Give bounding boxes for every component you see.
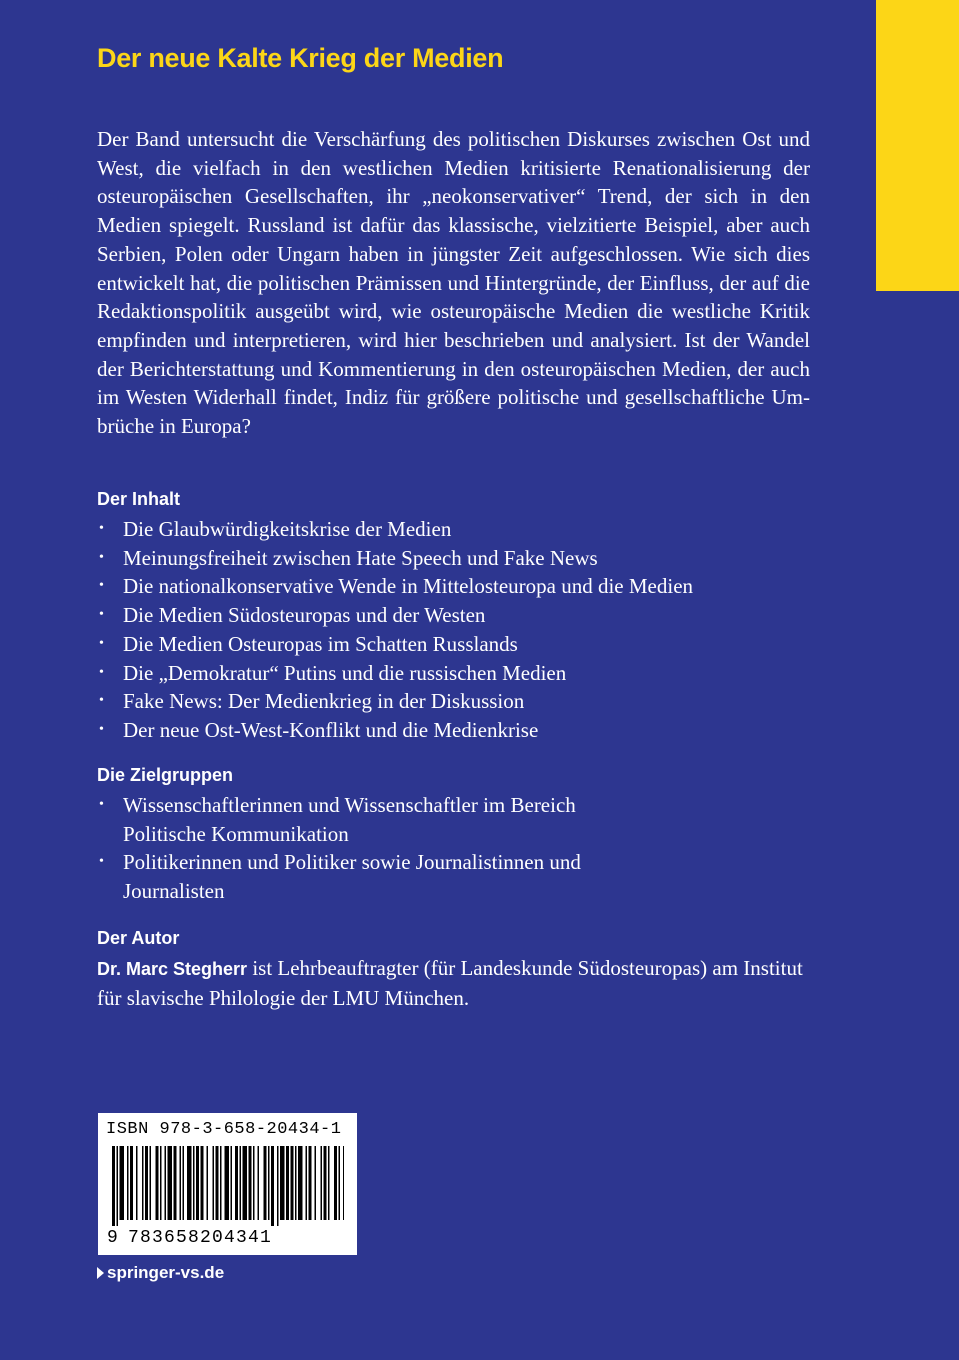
publisher-url: springer-vs.de: [107, 1263, 225, 1282]
publisher-link[interactable]: [97, 1261, 224, 1285]
triangle-arrow-icon: [97, 1267, 104, 1279]
contents-item: [97, 572, 817, 601]
contents-item-text: Die Glaubwürdigkeitskrise der Medien: [123, 517, 452, 541]
bullet-icon: •: [99, 521, 104, 536]
bullet-icon: •: [99, 607, 104, 623]
contents-item-text: Meinungsfreiheit zwischen Hate Speech und Fake News: [123, 545, 598, 570]
bullet-icon: •: [99, 854, 104, 870]
author-bio: ist Lehrbeauftragter (für Landeskunde Südosteuropas) am Institut für slavische Philologie der LMU München.: [97, 956, 803, 1010]
contents-item-text: Fake News: Der Medienkrieg in der Diskussion: [123, 689, 525, 714]
bullet-icon: •: [99, 693, 104, 709]
contents-item: [97, 515, 817, 544]
contents-item: [97, 630, 817, 659]
author-bio-block: [97, 954, 810, 1012]
contents-item-text: Die nationalkonservative Wende in Mittelosteuropa und die Medien: [123, 574, 694, 599]
book-title: Der neue Kalte Krieg der Medien: [97, 43, 504, 73]
contents-item: [97, 544, 817, 573]
contents-item-text: Die „Demokratur“ Putins und die russischen Medien: [123, 660, 567, 685]
contents-item-text: Die Medien Südosteuropas und der Westen: [123, 603, 486, 628]
bullet-icon: •: [99, 664, 104, 680]
bullet-icon: •: [99, 721, 104, 737]
bullet-icon: •: [99, 549, 104, 565]
contents-item: [97, 687, 817, 716]
audience-item: [97, 791, 663, 848]
contents-item-text: Die Medien Osteuropas im Schatten Russlands: [123, 631, 518, 656]
audience-item-text: Politikerinnen und Politiker sowie Journalistinnen und Journalisten: [123, 850, 581, 904]
contents-item: [97, 601, 817, 630]
audience-item-text: Wissenschaftlerinnen und Wissenschaftler im Bereich Politische Kommunikation: [123, 793, 576, 846]
bullet-icon: •: [99, 635, 104, 651]
contents-item: [97, 659, 817, 688]
barcode-icon: [112, 1146, 344, 1226]
audience-list: [97, 791, 817, 906]
contents-item: [97, 716, 817, 745]
isbn-barcode: [98, 1113, 357, 1255]
audience-item: [97, 848, 643, 905]
isbn-label: ISBN 978-3-658-20434-1: [106, 1120, 342, 1139]
author-heading: Der Autor: [97, 928, 180, 948]
bullet-icon: •: [99, 797, 104, 812]
barcode-digits: 783658204341: [128, 1228, 273, 1248]
bullet-icon: •: [99, 578, 104, 594]
author-name: Dr. Marc Stegherr: [97, 959, 248, 979]
audience-heading: Die Zielgruppen: [97, 765, 234, 785]
book-description: Der Band untersucht die Verschärfung des politischen Diskurses zwischen Ost und West, die vielfach in den westlichen Medien kritisierte Renationalisierung der osteuropäischen Gesellschaften, ihr „neokonservativer“ Trend, der sich in den Medien spiegelt. Russland ist dafür das klassische, vielzitierte Beispiel, aber auch Serbien, Polen oder Ungarn haben in jüngster Zeit aufgeschlossen. Wie sich dies entwickelt hat, die politischen Prämissen und Hintergründe, der Einfluss, der auf die Redaktionspolitik ausgeübt wird, wie osteuropäische Medien die westliche Kritik empfinden und interpretieren, wird hier beschrieben und analysiert. Ist der Wandel der Berichterstattung und Kommentierung in den osteuropäischen Medien, der auch im Westen Widerhall findet, Indiz für größere politische und gesellschaftliche Umbrüche in Europa?: [97, 127, 810, 439]
barcode-digit-first: 9: [107, 1228, 118, 1248]
contents-heading: Der Inhalt: [97, 489, 181, 509]
contents-list: [97, 515, 817, 745]
accent-bar: [876, 0, 959, 291]
contents-item-text: Der neue Ost-West-Konflikt und die Medienkrise: [123, 717, 539, 742]
